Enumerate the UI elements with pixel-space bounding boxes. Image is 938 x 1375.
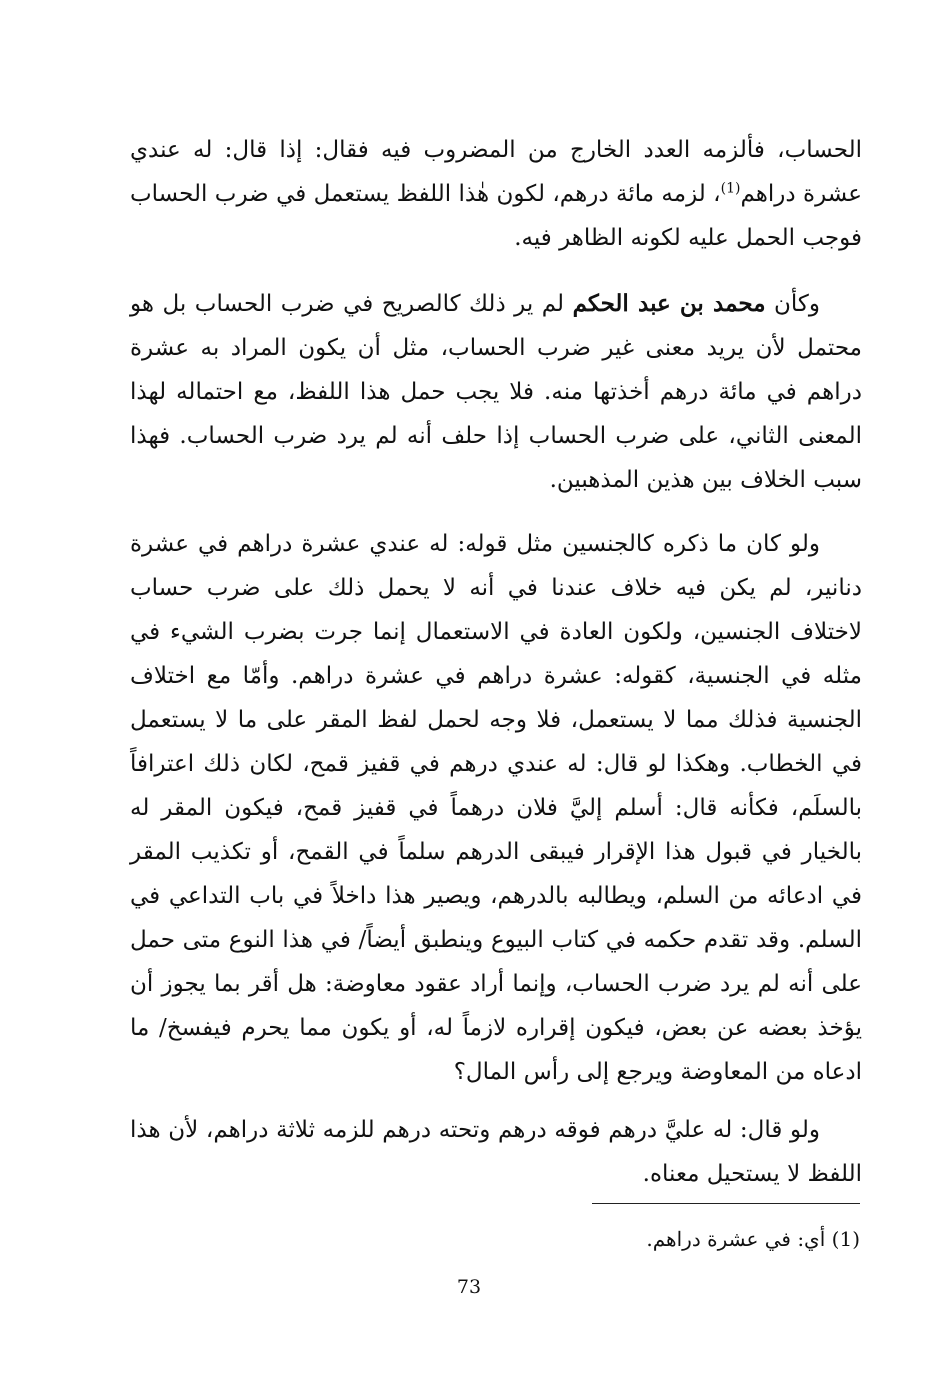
footnote-marker: (1)	[831, 1227, 860, 1251]
footnote	[400, 1224, 860, 1254]
paragraph-3	[130, 522, 862, 1094]
paragraph-4	[130, 1108, 862, 1196]
page-number: 73	[456, 1276, 482, 1298]
paragraph-1-text-b: ، لزمه مائة درهم، لكون هٰذا اللفظ يستعمل في ضرب الحساب فوجب الحمل عليه لكونه الظاهر فيه.	[130, 181, 862, 251]
paragraph-1	[130, 128, 862, 260]
footnote-divider	[592, 1203, 860, 1204]
paragraph-3-text: ولو كان ما ذكره كالجنسين مثل قوله: له عندي عشرة دراهم في عشرة دنانير، لم يكن فيه خلاف عندنا في أنه لا يحمل ذلك على ضرب حساب لاختلاف الجنسين، ولكون العادة في الاستعمال إنما جرت بضرب الشيء في مثله في الجنسية، كقوله: عشرة دراهم في عشرة دراهم. وأمّا مع اختلاف الجنسية فذلك مما لا يستعمل، فلا وجه لحمل لفظ المقر على ما لا يستعمل في الخطاب. وهكذا لو قال: له عندي درهم في قفيز قمح، لكان ذلك اعترافاً بالسلَم، فكأنه قال: أسلم إليَّ فلان درهماً في قفيز قمح، فيكون المقر له بالخيار في قبول هذا الإقرار فيبقى الدرهم سلماً في القمح، أو تكذيب المقر في ادعائه من السلم، ويطالبه بالدرهم، ويصير هذا داخلاً في باب التداعي في السلم. وقد تقدم حكمه في كتاب البيوع وينطبق أيضاً/ في هذا النوع متى حمل على أنه لم يرد ضرب الحساب، وإنما أراد عقود معاوضة: هل أقر بما يجوز أن يؤخذ بعضه عن بعض، فيكون إقراره لازماً له، أو يكون مما يحرم فيفسخ/ ما ادعاه من المعاوضة ويرجع إلى رأس المال؟	[130, 531, 862, 1085]
paragraph-2	[130, 282, 862, 502]
paragraph-2-text-b: لم ير ذلك كالصريح في ضرب الحساب بل هو محتمل لأن يريد معنى غير ضرب الحساب، مثل أن يكون المراد به عشرة دراهم في مائة درهم أخذتها منه. فلا يجب حمل هذا اللفظ، مع احتماله لهذا المعنى الثاني، على ضرب الحساب إذا حلف أنه لم يرد ضرب الحساب. فهذا سبب الخلاف بين هذين المذهبين.	[130, 291, 862, 493]
paragraph-2-text-a: وكأن	[765, 291, 820, 317]
footnote-reference[interactable]: (1)	[720, 180, 741, 197]
paragraph-4-text: ولو قال: له عليَّ درهم فوقه درهم وتحته درهم للزمه ثلاثة دراهم، لأن هذا اللفظ لا يستحيل معناه.	[130, 1117, 862, 1187]
person-name: محمد بن عبد الحكم	[572, 290, 766, 317]
paragraph-1-text-a: الحساب، فألزمه العدد الخارج من المضروب فيه فقال: إذا قال: له عندي عشرة دراهم	[130, 137, 862, 207]
footnote-text: أي: في عشرة دراهم.	[646, 1227, 826, 1251]
